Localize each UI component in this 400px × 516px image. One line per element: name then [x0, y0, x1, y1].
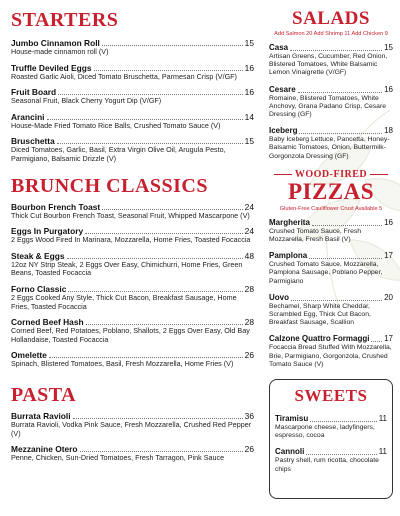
menu-item-price: 15 [244, 136, 254, 147]
menu-item-header [269, 334, 393, 344]
menu-item-description: Pastry shell, rum ricotta, chocolate chips [275, 457, 379, 473]
dot-leader [73, 418, 243, 419]
starters-heading: STARTERS [11, 9, 119, 31]
dot-leader [298, 92, 382, 93]
menu-item-description: House-made cinnamon roll (V) [11, 47, 109, 56]
menu-item-header [269, 43, 393, 53]
menu-item [11, 63, 254, 82]
pasta-heading: PASTA [11, 383, 77, 406]
menu-item-header [275, 414, 387, 424]
sweets-box [269, 379, 393, 499]
dot-leader [86, 324, 243, 325]
dot-leader [47, 119, 243, 120]
menu-item [269, 126, 393, 161]
menu-item-description: 2 Eggs Wood Fired In Marinara, Mozzarella, Home Fries, Toasted Focaccia [11, 235, 251, 245]
menu-item-price: 16 [244, 62, 254, 73]
menu-item-name: Corned Beef Hash [11, 317, 84, 328]
menu-item-description: Thick Cut Bourbon French Toast, Seasonal Fruit, Whipped Mascarpone (V) [11, 210, 250, 220]
menu-item-name: Omelette [11, 350, 47, 361]
dot-leader [371, 341, 382, 342]
salads-heading: SALADS [292, 8, 370, 29]
menu-item-description: 12oz NY Strip Steak, 2 Eggs Over Easy, Chimichurri, Home Fries, Green Beans, Toasted Focaccia [11, 259, 243, 278]
salad-addons-note: Add Salmon 20 Add Shrimp 11 Add Chicken 9 [274, 31, 388, 37]
menu-item-header [269, 218, 393, 228]
dot-leader [291, 300, 382, 301]
dot-leader [306, 454, 376, 455]
menu-item [269, 218, 393, 244]
menu-item [269, 293, 393, 328]
divider-line [274, 174, 292, 175]
menu-item-name: Uovo [269, 292, 289, 302]
menu-item-name: Cesare [269, 84, 296, 94]
menu-item-price: 16 [384, 84, 393, 94]
menu-item-price: 26 [244, 350, 254, 361]
left-column [11, 8, 254, 469]
menu-item-description: Bechamel, Sharp White Cheddar, Scrambled Egg, Thick Cut Bacon, Breakfast Sausage, Scallion [269, 302, 371, 327]
menu-item-name: Steak & Eggs [11, 250, 65, 261]
dot-leader [102, 45, 243, 46]
menu-item-price: 15 [244, 38, 254, 48]
dot-leader [85, 233, 243, 234]
right-column [269, 8, 393, 499]
dot-leader [67, 258, 243, 259]
menu-item [11, 444, 254, 463]
dot-leader [309, 258, 382, 259]
menu-item [275, 447, 387, 473]
menu-item-name: Burrata Ravioli [11, 410, 71, 421]
menu-item-name: Truffle Deviled Eggs [11, 62, 92, 73]
dot-leader [68, 291, 242, 292]
dot-leader [80, 451, 243, 452]
menu-item-description: 2 Eggs Cooked Any Style, Thick Cut Bacon, Breakfast Sausage, Home Fries, Toasted Focaccia [11, 292, 237, 311]
menu-item-description: Baby Iceberg Lettuce, Pancetta, Honey-Balsamic Tomatoes, Onion, Buttermilk-Gorgonzola Dressing (GF) [269, 136, 390, 160]
menu-item-description: Focaccia Bread Stuffed With Mozzarella, Brie, Parmigiano, Gorgonzola, Crushed Tomato Sauce (V) [269, 344, 392, 368]
menu-item-description: Penne, Chicken, Sun-Dried Tomatoes, Fresh Tarragon, Pink Sauce [11, 453, 225, 463]
menu-item [11, 317, 254, 344]
menu-item-description: Romaine, Blistered Tomatoes, White Anchovy, Grana Padano Crisp, Cesare Dressing (GF) [269, 94, 386, 119]
menu-item-header [275, 447, 387, 457]
dot-leader [49, 357, 243, 358]
dot-leader [57, 143, 243, 144]
menu-item-name: Casa [269, 43, 289, 52]
menu-item-name: Tiramisu [275, 414, 309, 424]
menu-item-price: 36 [244, 410, 254, 421]
sweets-list [275, 414, 387, 474]
menu-item-description: Crushed Tomato Sauce, Fresh Mozzarella, Fresh Basil (V) [269, 227, 362, 244]
menu-item-price: 28 [244, 283, 254, 294]
menu-item-price: 24 [244, 226, 254, 237]
menu-item-price: 17 [384, 334, 393, 344]
menu-item-name: Bourbon French Toast [11, 201, 101, 212]
dot-leader [312, 225, 382, 226]
dot-leader [102, 209, 242, 210]
pizzas-list [269, 218, 393, 369]
menu-item-header [269, 251, 393, 261]
menu-item-description: Crushed Tomato Sauce, Mozzarella, Pamplona Sausage, Poblano Pepper, Parmigiano [269, 261, 383, 285]
wood-fired-text: WOOD-FIRED [294, 168, 368, 180]
menu-item-price: 20 [384, 292, 393, 302]
pizzas-heading-block [269, 169, 393, 212]
menu-item-header [269, 85, 393, 95]
menu-item-name: Calzone Quattro Formaggi [269, 334, 370, 344]
sweets-heading: SWEETS [294, 386, 368, 406]
starters-list [11, 38, 254, 164]
dot-leader [58, 94, 243, 95]
menu-item-price: 11 [378, 414, 387, 424]
dot-leader [310, 421, 376, 422]
menu-item-name: Jumbo Cinnamon Roll [11, 38, 100, 48]
menu-item-description: Diced Tomatoes, Garlic, Basil, Extra Virgin Olive Oil, Arugula Pesto, Parmigiano, Balsamic Drizzle (V) [11, 145, 226, 163]
menu-item-name: Fruit Board [11, 87, 57, 98]
menu-item-price: 15 [384, 43, 393, 52]
menu-item-description: Artisan Greens, Cucumber, Red Onion, Blistered Tomatoes, White Balsamic Lemon Vinaigrette (V/GF) [269, 53, 388, 77]
menu-item-price: 28 [244, 317, 254, 328]
menu-item-name: Cannoli [275, 447, 305, 457]
menu-item [11, 112, 254, 131]
menu-item-price: 17 [384, 251, 393, 261]
salads-list [269, 43, 393, 161]
menu-item-description: Burrata Ravioli, Vodka Pink Sauce, Fresh Mozzarella, Crushed Red Pepper (V) [11, 419, 252, 438]
gluten-free-note: Gluten-Free Cauliflower Crust Available 5 [279, 205, 383, 212]
menu-item-name: Arancini [11, 111, 45, 122]
menu-item-price: 26 [244, 444, 254, 455]
menu-item-description: Spinach, Blistered Tomatoes, Basil, Fresh Mozzarella, Home Fries (V) [11, 359, 234, 369]
dot-leader [94, 70, 243, 71]
menu-item-name: Bruschetta [11, 136, 55, 147]
menu-item-price: 16 [244, 87, 254, 98]
menu-item-description: House-Made Fried Tomato Rice Balls, Crushed Tomato Sauce (V) [11, 120, 221, 130]
menu-item-price: 16 [384, 217, 393, 227]
menu-item-header [269, 126, 393, 136]
divider-line [370, 174, 388, 175]
menu-item [269, 43, 393, 78]
menu-item [11, 136, 254, 163]
menu-item-price: 11 [378, 447, 387, 457]
dot-leader [299, 133, 382, 134]
menu-item [11, 226, 254, 245]
menu-item [269, 251, 393, 286]
menu-item [11, 38, 254, 57]
menu-item-name: Pamplona [269, 251, 308, 261]
menu-item [11, 350, 254, 369]
menu-item-description: Mascarpone cheese, ladyfingers, espresso, cocoa [275, 424, 375, 440]
menu-item [11, 87, 254, 106]
menu-item-price: 24 [244, 201, 254, 212]
menu-item [269, 85, 393, 120]
menu-item [11, 411, 254, 438]
menu-item-price: 14 [244, 111, 254, 122]
menu-item [11, 284, 254, 311]
pasta-list [11, 411, 254, 463]
menu-item-price: 18 [384, 126, 393, 136]
menu-item-description: Roasted Garlic Aioli, Diced Tomato Bruschetta, Parmesan Crisp (V/GF) [11, 71, 237, 81]
menu-item-header [269, 293, 393, 303]
menu-item [275, 414, 387, 440]
pizzas-heading: PIZZAS [287, 178, 375, 204]
menu-item [269, 334, 393, 369]
menu-item-price: 48 [244, 250, 254, 261]
menu-item [11, 251, 254, 278]
menu-item-name: Eggs In Purgatory [11, 226, 84, 237]
menu-item-description: Corned Beef, Red Potatoes, Poblano, Shallots, 2 Eggs Over Easy, Old Bay Hollandaise, Toasted Focaccia [11, 326, 250, 344]
menu-item-name: Forno Classic [11, 283, 67, 294]
brunch-list [11, 202, 254, 369]
brunch-heading: BRUNCH CLASSICS [11, 174, 208, 197]
menu-item-description: Seasonal Fruit, Black Cherry Yogurt Dip (V/GF) [11, 96, 162, 106]
menu-item-name: Margherita [269, 217, 310, 227]
dot-leader [290, 50, 382, 51]
menu-item-name: Iceberg [269, 126, 298, 136]
menu-item [11, 202, 254, 221]
menu-item-name: Mezzanine Otero [11, 444, 78, 455]
